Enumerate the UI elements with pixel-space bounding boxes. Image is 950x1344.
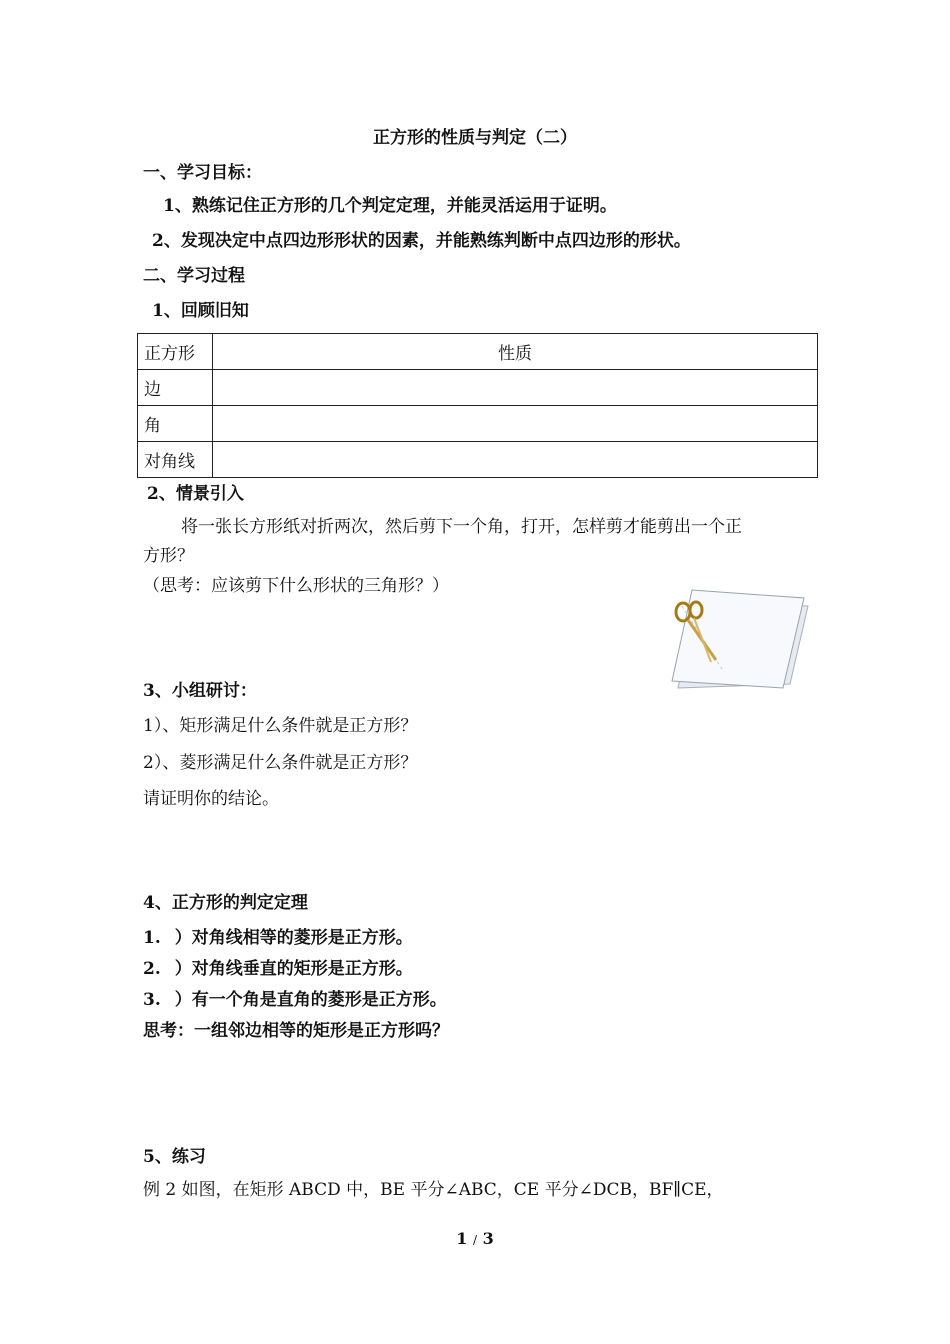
table-cell: 边 xyxy=(138,370,213,406)
paper-scissors-illustration xyxy=(664,580,814,705)
theorem-text: ）有一个角是直角的菱形是正方形。 xyxy=(174,990,447,1010)
table-cell: 角 xyxy=(138,406,213,442)
review-heading: 1、回顾旧知 xyxy=(152,301,249,321)
theorem-text: ）对角线相等的菱形是正方形。 xyxy=(174,928,413,948)
current-page: 1 xyxy=(456,1229,468,1248)
table-row xyxy=(138,406,818,442)
scenario-text-line1: 将一张长方形纸对折两次，然后剪下一个角，打开，怎样剪才能剪出一个正 xyxy=(181,517,742,537)
page-title: 正方形的性质与判定（二） xyxy=(373,128,577,148)
theorem-number: 2. xyxy=(143,959,161,979)
group-question-2: 2）、菱形满足什么条件就是正方形？ xyxy=(143,753,418,773)
table-cell: 性质 xyxy=(213,334,818,370)
theorem-number: 3. xyxy=(143,990,161,1010)
table-cell xyxy=(213,370,818,406)
theorems-heading: 4、正方形的判定定理 xyxy=(143,893,308,913)
theorems-think: 思考：一组邻边相等的矩形是正方形吗？ xyxy=(143,1021,449,1041)
table-row xyxy=(138,370,818,406)
theorem-text: ）对角线垂直的矩形是正方形。 xyxy=(174,959,413,979)
table-cell xyxy=(213,442,818,478)
practice-example: 例 2 如图，在矩形 ABCD 中，BE 平分∠ABC，CE 平分∠DCB，BF∥CE， xyxy=(143,1180,724,1200)
theorem-item xyxy=(143,927,413,949)
group-prove: 请证明你的结论。 xyxy=(143,789,279,809)
theorem-item xyxy=(143,958,413,980)
scenario-heading: 2、情景引入 xyxy=(147,484,244,504)
table-cell xyxy=(213,406,818,442)
page-separator: / xyxy=(472,1233,478,1247)
section-heading-goals: 一、学习目标： xyxy=(143,163,262,183)
group-heading: 3、小组研讨： xyxy=(143,681,257,701)
goal-2: 2、发现决定中点四边形形状的因素，并能熟练判断中点四边形的形状。 xyxy=(152,231,691,251)
scenario-think: （思考：应该剪下什么形状的三角形？） xyxy=(143,576,449,596)
section-heading-process: 二、学习过程 xyxy=(143,266,245,286)
table-row xyxy=(138,442,818,478)
practice-heading: 5、练习 xyxy=(143,1147,206,1167)
page-number xyxy=(0,1229,950,1248)
table-cell: 对角线 xyxy=(138,442,213,478)
group-question-1: 1）、矩形满足什么条件就是正方形？ xyxy=(143,716,418,736)
scenario-text-line2: 方形？ xyxy=(143,546,194,566)
properties-table xyxy=(137,333,818,478)
theorem-number: 1. xyxy=(143,928,161,948)
table-cell: 正方形 xyxy=(138,334,213,370)
table-row xyxy=(138,334,818,370)
total-pages: 3 xyxy=(482,1229,494,1248)
theorem-item xyxy=(143,989,447,1011)
goal-1: 1、熟练记住正方形的几个判定定理，并能灵活运用于证明。 xyxy=(163,196,617,216)
